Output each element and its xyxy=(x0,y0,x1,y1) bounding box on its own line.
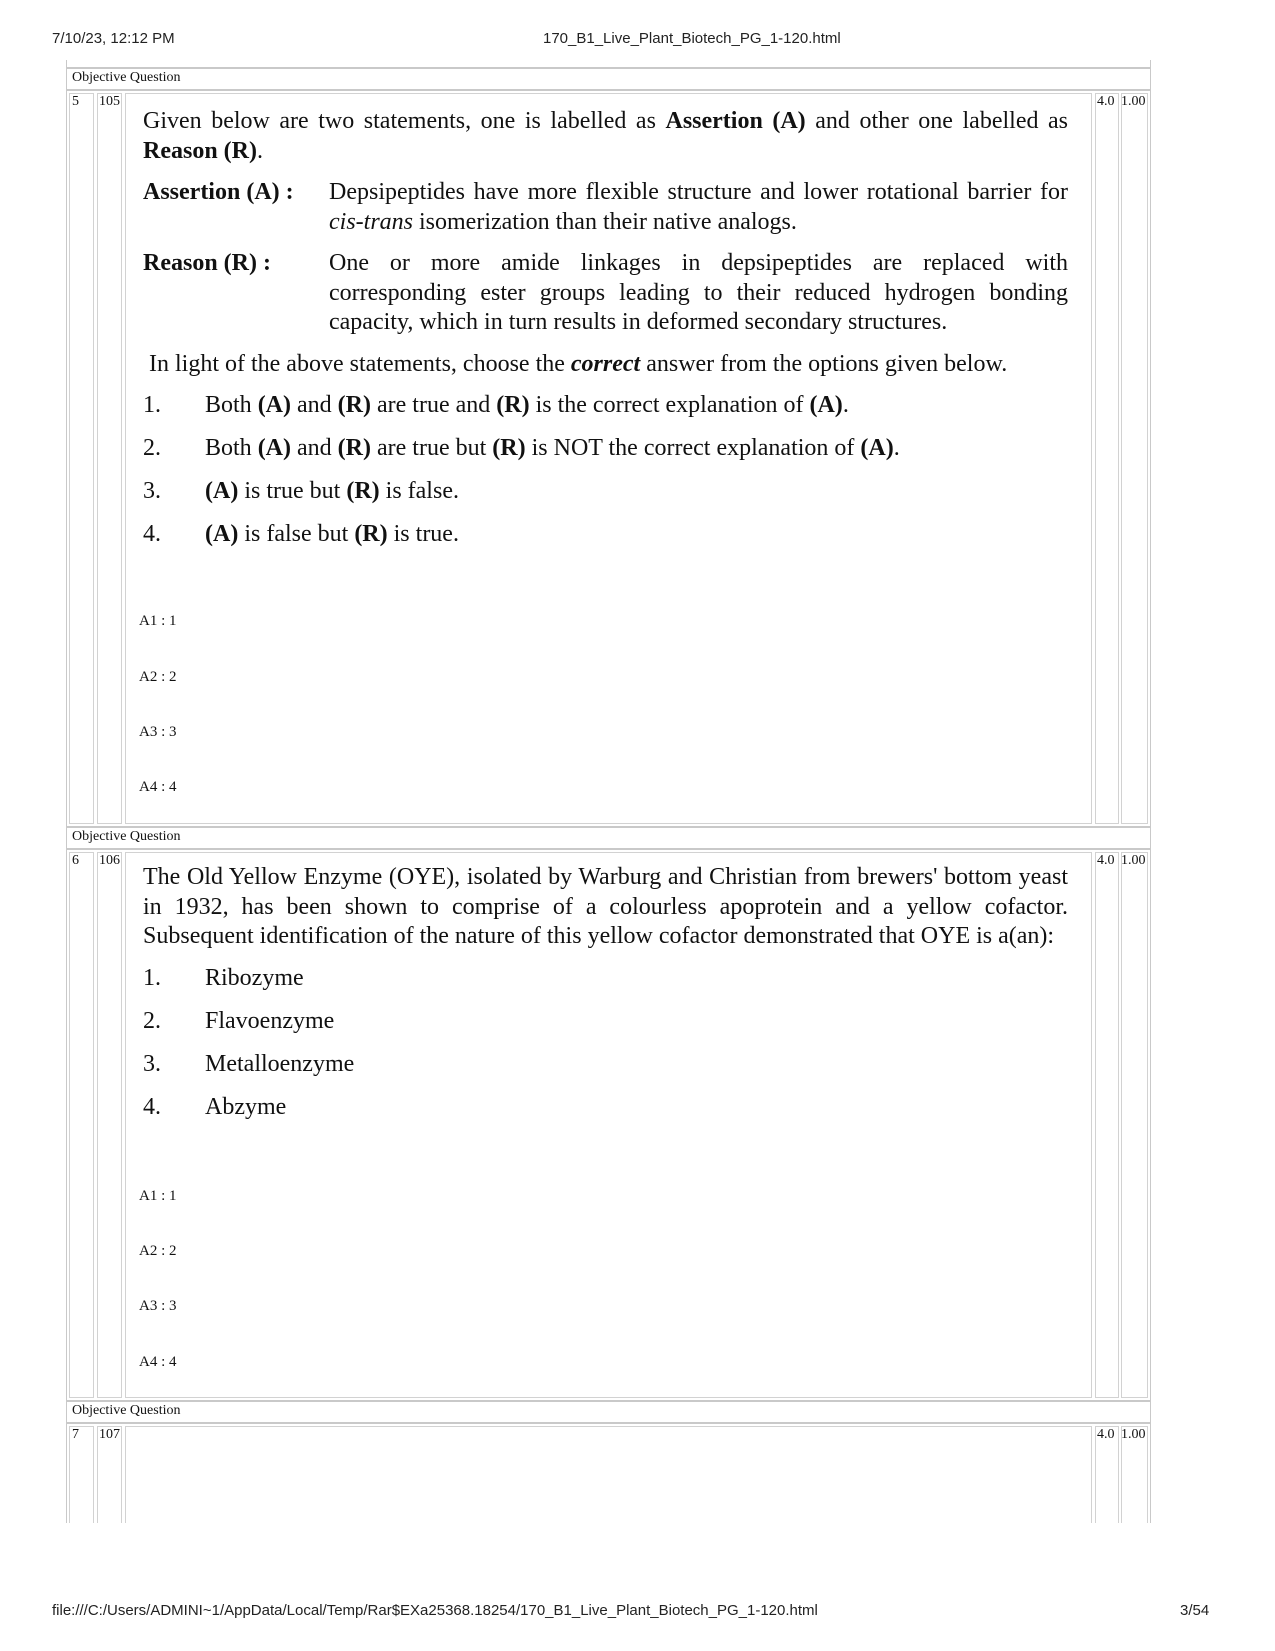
qid-cell xyxy=(97,852,122,1398)
question-negative-marks: 1.00 xyxy=(1121,94,1146,109)
serial-cell xyxy=(69,93,94,824)
question-text: The Old Yellow Enzyme (OYE), isolated by Warburg and Christian from brewers' bottom yeast in 1932, has been shown to comprise of a colourless apoprotein and a yellow cofactor. Subsequent identification of the nature of this yellow cofactor demonstrated that OYE is a(an): xyxy=(143,864,1068,949)
question-id: 105 xyxy=(99,94,120,109)
print-file-path: file:///C:/Users/ADMINI~1/AppData/Local/Temp/Rar$EXa25368.18254/170_B1_Live_Plant_Biotech_PG_1-120.html xyxy=(52,1602,818,1619)
question-marks: 4.0 xyxy=(1097,853,1115,868)
reason-label: Reason (R) : xyxy=(143,250,271,276)
option-1: 1. Both (A) and (R) are true and (R) is the correct explanation of (A). xyxy=(143,392,849,418)
option-1: 1. Ribozyme xyxy=(143,964,304,991)
assertion-statement xyxy=(143,178,1068,237)
question-type-label: Objective Question xyxy=(72,1403,181,1418)
option-2: 2. Flavoenzyme xyxy=(143,1007,335,1034)
negative-marks-cell xyxy=(1121,93,1148,824)
question-serial: 7 xyxy=(72,1427,79,1442)
answer-key-2: A2 : 2 xyxy=(139,1243,177,1259)
question-negative-marks: 1.00 xyxy=(1121,1427,1146,1442)
options-list xyxy=(143,964,1068,1136)
question-serial: 5 xyxy=(72,94,79,109)
question-serial: 6 xyxy=(72,853,79,868)
question-type-row xyxy=(66,68,1151,90)
question-type-row xyxy=(66,1401,1151,1423)
print-page-number: 3/54 xyxy=(1180,1602,1210,1619)
serial-cell xyxy=(69,852,94,1398)
question-type-label: Objective Question xyxy=(72,829,181,844)
option-3: 3. Metalloenzyme xyxy=(143,1050,355,1077)
print-datetime: 7/10/23, 12:12 PM xyxy=(52,30,175,47)
reason-statement xyxy=(143,249,1068,338)
question-type-label: Objective Question xyxy=(72,70,181,85)
answer-key-3: A3 : 3 xyxy=(139,1298,177,1314)
answer-key-2: A2 : 2 xyxy=(139,669,177,685)
assertion-label: Assertion (A) : xyxy=(143,179,294,205)
question-body xyxy=(143,107,1068,563)
question-negative-marks: 1.00 xyxy=(1121,853,1146,868)
qid-cell xyxy=(97,93,122,824)
marks-cell xyxy=(1095,852,1119,1398)
question-instruction: In light of the above statements, choose the correct answer from the options given below. xyxy=(149,350,1008,377)
answer-key-4: A4 : 4 xyxy=(139,1354,177,1370)
marks-cell xyxy=(1095,93,1119,824)
question-intro: Given below are two statements, one is labelled as Assertion (A) and other one labelled as Reason (R). xyxy=(143,108,1069,164)
options-list xyxy=(143,391,1068,563)
answer-key-1: A1 : 1 xyxy=(139,613,177,629)
reason-text: One or more amide linkages in depsipeptides are replaced with corresponding ester groups leading to their reduced hydrogen bonding capacity, which in turn results in deformed secondary structures. xyxy=(329,250,1068,335)
option-4: 4. (A) is false but (R) is true. xyxy=(143,521,459,547)
question-marks: 4.0 xyxy=(1097,94,1115,109)
question-id: 106 xyxy=(99,853,120,868)
question-body xyxy=(143,863,1068,1136)
assertion-text: Depsipeptides have more flexible structure and lower rotational barrier for cis-trans isomerization than their native analogs. xyxy=(329,179,1068,235)
answer-key-4: A4 : 4 xyxy=(139,779,177,795)
negative-marks-cell xyxy=(1121,852,1148,1398)
answer-key-1: A1 : 1 xyxy=(139,1188,177,1204)
table-border-top xyxy=(66,60,1151,68)
print-title: 170_B1_Live_Plant_Biotech_PG_1-120.html xyxy=(543,30,841,47)
question-id: 107 xyxy=(99,1427,120,1442)
option-4: 4. Abzyme xyxy=(143,1093,287,1120)
option-2: 2. Both (A) and (R) are true but (R) is NOT the correct explanation of (A). xyxy=(143,435,900,461)
option-3: 3. (A) is true but (R) is false. xyxy=(143,478,459,504)
question-content-cell xyxy=(125,1426,1092,1523)
question-type-row xyxy=(66,827,1151,849)
answer-key-3: A3 : 3 xyxy=(139,724,177,740)
question-marks: 4.0 xyxy=(1097,1427,1115,1442)
